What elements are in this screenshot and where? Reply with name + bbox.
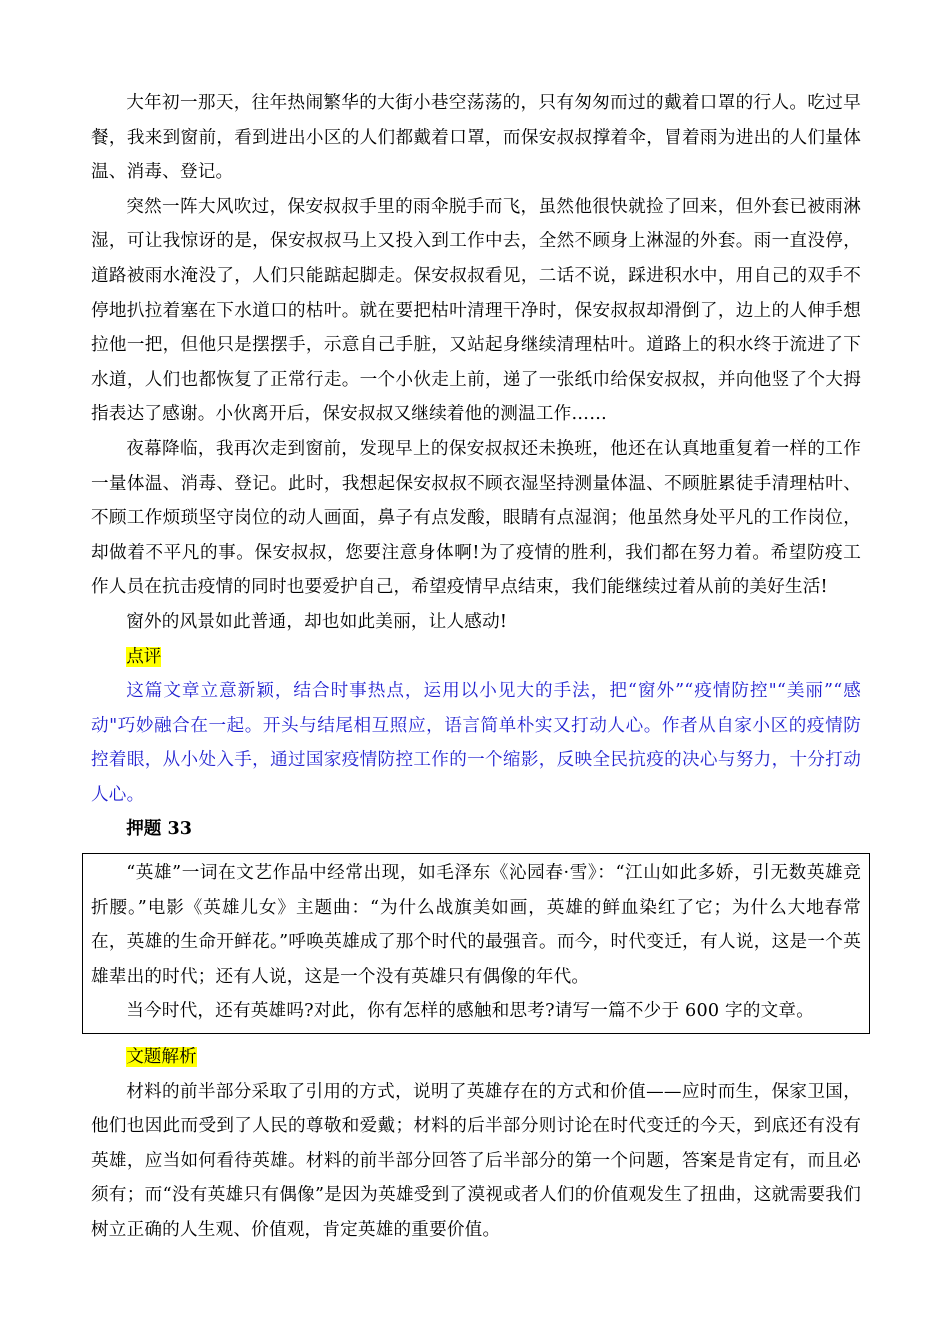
prompt-section <box>91 812 861 1034</box>
prompt-material-box <box>82 853 870 1034</box>
document-page <box>91 86 861 1248</box>
comment-section <box>91 640 861 813</box>
essay-paragraph: 大年初一那天，往年热闹繁华的大街小巷空荡荡的，只有匆匆而过的戴着口罩的行人。吃过早餐，我来到窗前，看到进出小区的人们都戴着口罩，而保安叔叔撑着伞，冒着雨为进出的人们量体温、消毒、登记。 <box>91 93 861 183</box>
analysis-label-line <box>126 1040 861 1075</box>
analysis-section <box>91 1040 861 1248</box>
prompt-title: 押题 33 <box>126 818 192 840</box>
comment-text: 这篇文章立意新颖，结合时事热点，运用以小见大的手法，把“窗外”“疫情防控"“美丽”“感动"巧妙融合在一起。开头与结尾相互照应，语言简单朴实又打动人心。作者从自家小区的疫情防控着眼，从小处入手，通过国家疫情防控工作的一个缩影，反映全民抗疫的决心与努力，十分打动人心。 <box>91 681 861 805</box>
analysis-text: 材料的前半部分采取了引用的方式，说明了英雄存在的方式和价值——应时而生，保家卫国，他们也因此而受到了人民的尊敬和爱戴；材料的后半部分则讨论在时代变迁的今天，到底还有没有英雄，应当如何看待英雄。材料的前半部分回答了后半部分的第一个问题，答案是肯定有，而且必须有；而“没有英雄只有偶像”是因为英雄受到了漠视或者人们的价值观发生了扭曲，这就需要我们树立正确的人生观、价值观，肯定英雄的重要价值。 <box>91 1081 861 1240</box>
essay-paragraph: 窗外的风景如此普通，却也如此美丽，让人感动! <box>126 611 508 632</box>
essay-paragraph: 突然一阵大风吹过，保安叔叔手里的雨伞脱手而飞，虽然他很快就捡了回来，但外套已被雨淋湿，可让我惊讶的是，保安叔叔马上又投入到工作中去，全然不顾身上淋湿的外套。雨一直没停，道路被雨水淹没了，人们只能踮起脚走。保安叔叔看见，二话不说，踩进积水中，用自己的双手不停地扒拉着塞在下水道口的枯叶。就在要把枯叶清理干净时，保安叔叔却滑倒了，边上的人伸手想拉他一把，但他只是摆摆手，示意自己手脏，又站起身继续清理枯叶。道路上的积水终于流进了下水道，人们也都恢复了正常行走。一个小伙走上前，递了一张纸巾给保安叔叔，并向他竖了个大拇指表达了感谢。小伙离开后，保安叔叔又继续着他的测温工作…… <box>91 196 861 425</box>
essay-body <box>91 86 861 640</box>
comment-label-line <box>126 640 861 675</box>
analysis-label: 文题解析 <box>126 1047 197 1068</box>
essay-paragraph: 夜幕降临，我再次走到窗前，发现早上的保安叔叔还未换班，他还在认真地重复着一样的工作一量体温、消毒、登记。此时，我想起保安叔叔不顾衣湿坚持测量体温、不顾脏累徒手清理枯叶、不顾工作烦琐坚守岗位的动人画面，鼻子有点发酸，眼睛有点湿润；他虽然身处平凡的工作岗位，却做着不平凡的事。保安叔叔，您要注意身体啊!为了疫情的胜利，我们都在努力着。希望防疫工作人员在抗击疫情的同时也要爱护自己，希望疫情早点结束，我们能继续过着从前的美好生活! <box>91 438 861 598</box>
prompt-material-paragraph: 当今时代，还有英雄吗?对此，你有怎样的感触和思考?请写一篇不少于 600 字的文章。 <box>126 1001 815 1022</box>
prompt-material-paragraph: “英雄”一词在文艺作品中经常出现，如毛泽东《沁园春·雪》：“江山如此多娇，引无数英雄竞折腰。”电影《英雄儿女》主题曲：“为什么战旗美如画，英雄的鲜血染红了它；为什么大地春常在，英雄的生命开鲜花。”呼唤英雄成了那个时代的最强音。而今，时代变迁，有人说，这是一个英雄辈出的时代；还有人说，这是一个没有英雄只有偶像的年代。 <box>91 863 861 987</box>
comment-label: 点评 <box>126 646 162 667</box>
